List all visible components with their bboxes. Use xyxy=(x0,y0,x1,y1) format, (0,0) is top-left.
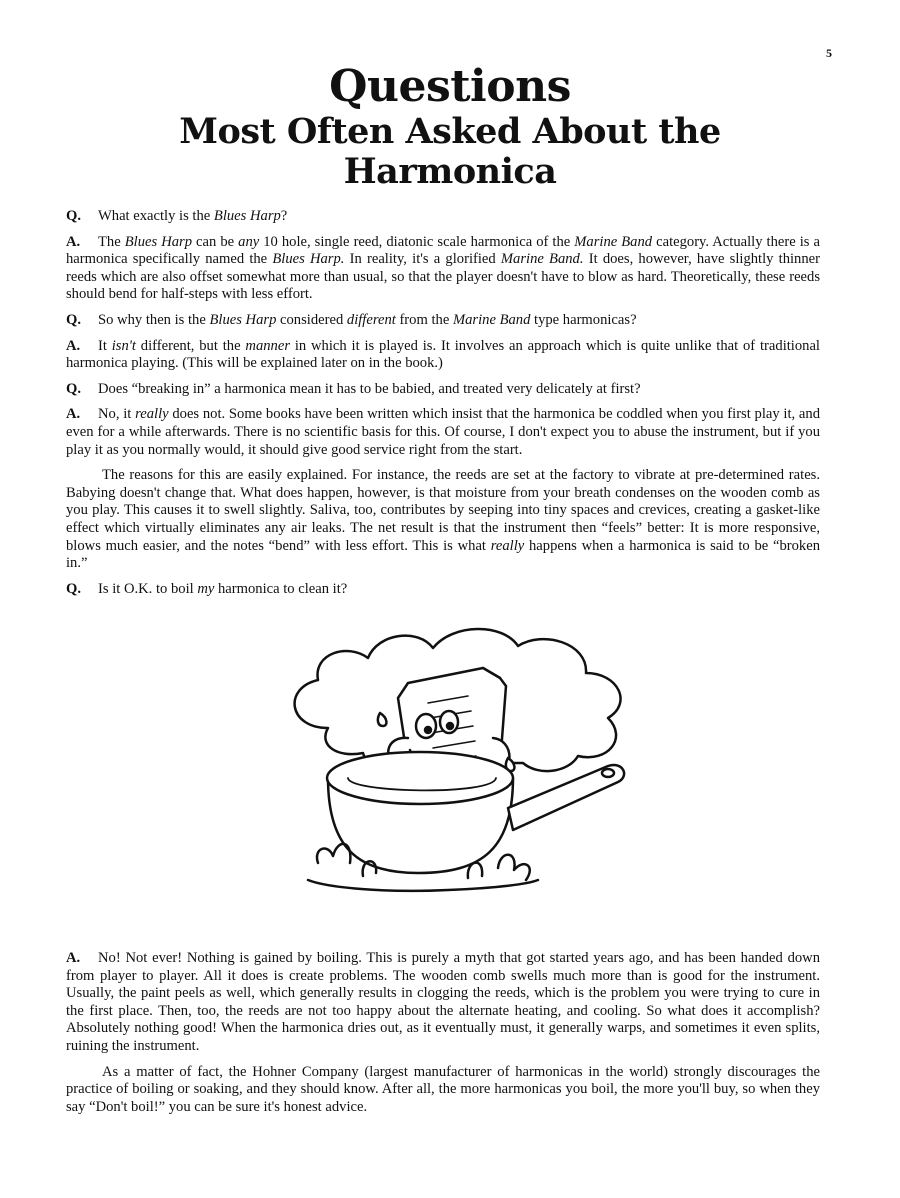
question-4: Q. Is it O.K. to boil my harmonica to clean it? xyxy=(66,580,348,597)
answer-4: A. No! Not ever! Nothing is gained by boiling. This is purely a myth that got started years ago, and has been handed down from player to player. All it does is create problems. The wooden comb swells much more than is good for the instrument. Usually, the paint peels as well, which generally results in clogging the reeds, which is the problem you were trying to cure in the first place. Then, too, the reeds are not too happy about the alternate heating, and cooling. So what does it accomplish? Absolutely nothing good! When the harmonica dries out, as it eventually must, it generally warps, and sometimes it even splits, ruining the instrument. xyxy=(66,950,820,1054)
answer-2: A. It isn't different, but the manner in which it is played is. It involves an approach which is quite unlike that of traditional harmonica playing. (This will be explained later on in the book.) xyxy=(66,337,820,372)
page-number: 5 xyxy=(826,46,832,60)
answer-label: A. xyxy=(66,337,81,354)
question-label: Q. xyxy=(66,311,81,328)
title-line-2: Most Often Asked About the xyxy=(179,111,721,152)
question-2: Q. So why then is the Blues Harp considered different from the Marine Band type harmonicas? xyxy=(66,311,637,328)
question-label: Q. xyxy=(66,380,81,397)
question-label: Q. xyxy=(66,208,81,224)
title-line-1: Questions xyxy=(329,61,571,112)
question-1: Q. What exactly is the Blues Harp? xyxy=(66,208,288,224)
boiling-harmonica-illustration xyxy=(268,618,648,898)
question-3: Q. Does “breaking in” a harmonica mean it has to be babied, and treated very delicately at first? xyxy=(66,380,641,397)
answer-label: A. xyxy=(66,950,81,966)
answer-1: A. The Blues Harp can be any 10 hole, single reed, diatonic scale harmonica of the Marine Band category. Actually there is a harmonica specifically named the Blues Harp. In reality, it's a glorified Marine Band. It does, however, have slightly thinner reeds which are also offset somewhat more than usual, so that the player doesn't have to blow as hard. Theoretically, these reeds should bend for half-steps with less effort. xyxy=(66,233,820,303)
qa-section-top xyxy=(66,208,820,606)
qa-section-bottom xyxy=(66,950,820,1124)
answer-label: A. xyxy=(66,406,81,423)
answer-3: A. No, it really does not. Some books have been written which insist that the harmonica be coddled when you first play it, and even for a while afterwards. There is no scientific basis for this. Of course, I don't expect you to abuse the instrument, but if you play it as you normally would, it should give good service right from the start. xyxy=(66,406,821,458)
answer-4-continued: As a matter of fact, the Hohner Company (largest manufacturer of harmonicas in the world) strongly discourages the practice of boiling or soaking, and they should know. After all, the more harmonicas you boil, the more you'll buy, so when they say “Don't boil!” you can be sure it's honest advice. xyxy=(66,1063,820,1115)
answer-3-continued: The reasons for this are easily explained. For instance, the reeds are set at the factory to vibrate at pre-determined rates. Babying doesn't change that. What does happen, however, is that moisture from your breath condenses on the wooden comb as you play. This causes it to swell slightly. Saliva, too, contributes by seeping into tiny spaces and crevices, creating a gasket-like effect which virtually eliminates any air leaks. The net result is that the instrument then “feels” better: It is more responsive, blows much easier, and the notes “bend” with less effort. This is what really happens when a harmonica is said to be “broken in.” xyxy=(66,467,820,572)
page-title xyxy=(60,62,840,192)
title-line-3: Harmonica xyxy=(343,151,557,192)
question-label: Q. xyxy=(66,580,81,597)
answer-label: A. xyxy=(66,233,81,250)
